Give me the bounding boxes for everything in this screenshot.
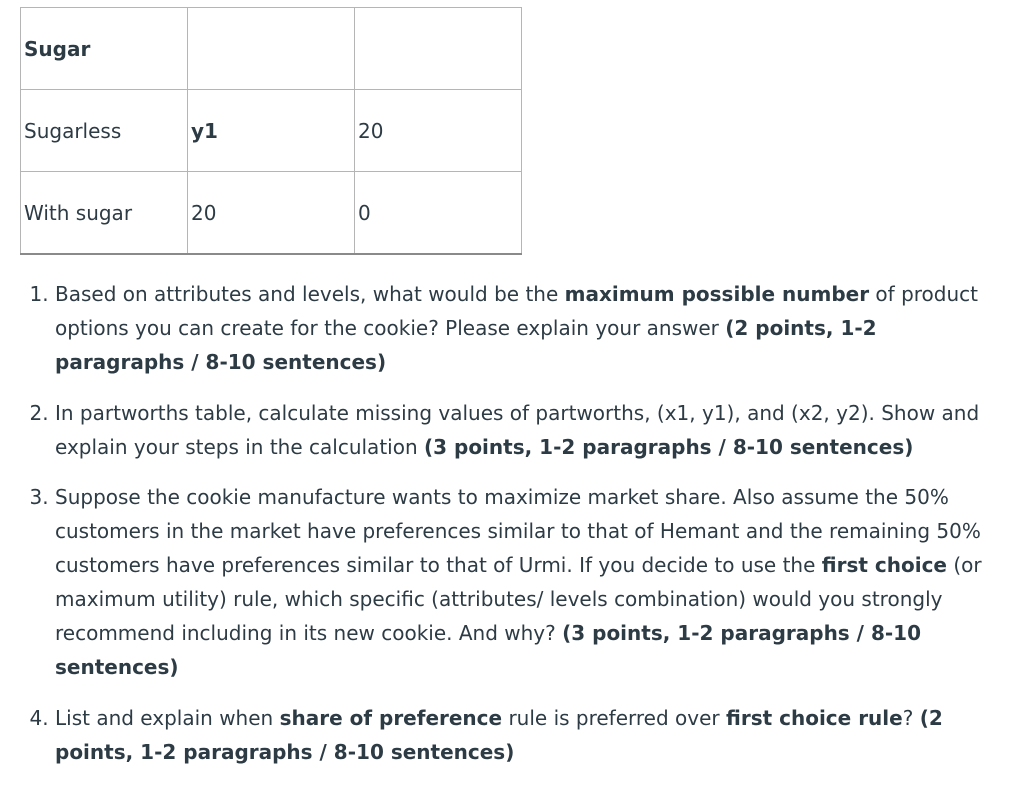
table-cell-level: Sugarless bbox=[21, 90, 188, 172]
question-emphasis: first choice rule bbox=[726, 706, 903, 730]
question-emphasis: maximum possible number bbox=[564, 282, 870, 306]
table-row bbox=[21, 8, 522, 90]
question-list bbox=[20, 277, 995, 786]
table-cell-value: 20 bbox=[188, 172, 355, 255]
question-points: (2 points, 1-2 paragraphs / 8-10 sentences) bbox=[55, 316, 877, 374]
question-text: Based on attributes and levels, what would be the bbox=[55, 282, 565, 306]
table-cell bbox=[188, 8, 355, 90]
question-text: In partworths table, calculate missing values of partworths, (x1, y1), and (x2, y2). Show and explain your steps in the calculation bbox=[55, 401, 980, 459]
table-cell-attribute: Sugar bbox=[21, 8, 188, 90]
question-text: rule is preferred over bbox=[502, 706, 726, 730]
table-cell-value: 20 bbox=[355, 90, 522, 172]
table-row bbox=[21, 172, 522, 255]
question-item bbox=[55, 480, 995, 684]
table-row bbox=[21, 90, 522, 172]
table-cell bbox=[355, 8, 522, 90]
table-cell-value: 0 bbox=[355, 172, 522, 255]
question-item bbox=[55, 396, 995, 464]
question-text: (or maximum utility) rule, which specific (attributes/ levels combination) would you strongly recommend including in its new cookie. And why? bbox=[55, 553, 982, 645]
question-emphasis: share of preference bbox=[279, 706, 503, 730]
question-text: Suppose the cookie manufacture wants to maximize market share. Also assume the 50% customers in the market have preferences similar to that of Hemant and the remaining 50% customers have preferences similar to that of Urmi. If you decide to use the bbox=[55, 485, 981, 577]
question-text: ? bbox=[902, 706, 920, 730]
question-text: List and explain when bbox=[55, 706, 280, 730]
question-item bbox=[55, 277, 995, 379]
question-points: (2 points, 1-2 paragraphs / 8-10 sentences) bbox=[55, 706, 943, 764]
question-points: (3 points, 1-2 paragraphs / 8-10 sentences) bbox=[423, 435, 914, 459]
question-item bbox=[55, 701, 995, 769]
table-cell-level: With sugar bbox=[21, 172, 188, 255]
partworths-table bbox=[20, 7, 522, 255]
table-cell-value: y1 bbox=[188, 90, 355, 172]
question-points: (3 points, 1-2 paragraphs / 8-10 sentences) bbox=[55, 621, 921, 679]
question-text: of product options you can create for the cookie? Please explain your answer bbox=[55, 282, 978, 340]
question-emphasis: first choice bbox=[821, 553, 947, 577]
